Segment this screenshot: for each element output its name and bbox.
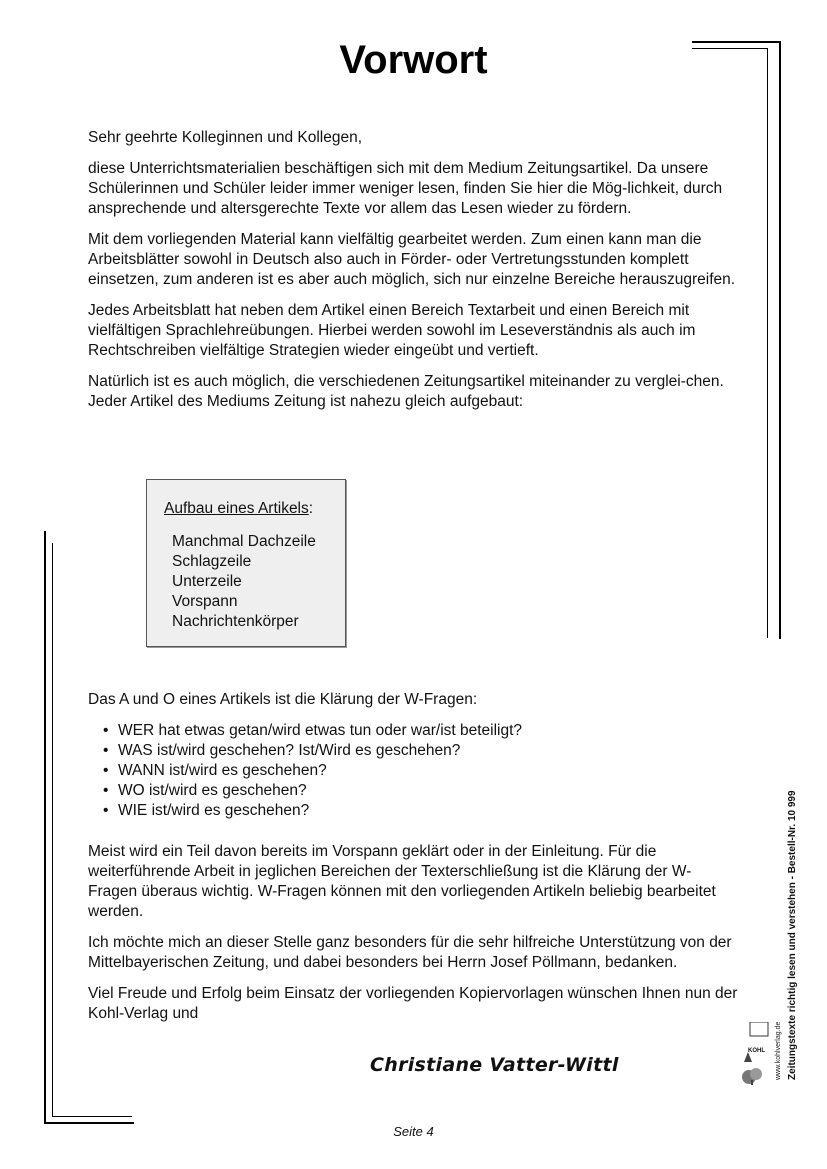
publisher-logo (740, 1022, 770, 1086)
frame-line-left-inner (52, 543, 53, 1117)
box-title-colon: : (308, 500, 314, 517)
paragraph-5: Meist wird ein Teil davon bereits im Vorspann geklärt oder in der Einleitung. Für die weiterführende Arbeit in jeglichen Bereichen der Texterschließung ist die Klärung der W-Fragen überaus wichtig. W-Fragen können mit den vorliegenden Artikeln beliebig bearbeitet werden. (88, 843, 716, 920)
side-order-text: Zeitungstexte richtig lesen und verstehen - Bestell-Nr. 10 999 (787, 790, 798, 1080)
tree-logo-icon (740, 1022, 770, 1086)
frame-line-bottom-inner (52, 1116, 132, 1117)
wfragen-item: • WANN ist/wird es geschehen? (118, 761, 738, 781)
frame-line-right-inner (767, 48, 768, 638)
frame-line-right-outer (779, 41, 781, 639)
box-title (164, 500, 313, 518)
intro-section (88, 128, 738, 423)
wfragen-item: • WER hat etwas getan/wird etwas tun oder war/ist beteiligt? (118, 721, 738, 741)
closing-section (88, 842, 738, 1035)
article-structure-box (146, 479, 346, 647)
paragraph-4: Natürlich ist es auch möglich, die verschiedenen Zeitungsartikel miteinander zu verglei-chen. Jeder Artikel des Mediums Zeitung ist nahezu gleich aufgebaut: (88, 373, 724, 410)
wfragen-item: • WIE ist/wird es geschehen? (118, 801, 738, 821)
paragraph-2: Mit dem vorliegenden Material kann vielfältig gearbeitet werden. Zum einen kann man die Arbeitsblätter sowohl in Deutsch also auch in Förder- oder Vertretungsstunden komplett einsetzen, zum anderen ist es aber auch möglich, sich nur einzelne Bereiche herauszugreifen. (88, 231, 736, 288)
wfragen-item: • WO ist/wird es geschehen? (118, 781, 738, 801)
box-item: Manchmal Dachzeile (172, 533, 316, 550)
box-title-text: Aufbau eines Artikels (164, 500, 309, 517)
paragraph-6: Ich möchte mich an dieser Stelle ganz besonders für die sehr hilfreiche Unterstützung von der Mittelbayerischen Zeitung, und dabei besonders bei Herrn Josef Pöllmann, bedanken. (88, 934, 732, 971)
logo-text: KOHL (748, 1048, 765, 1054)
box-item: Unterzeile (172, 573, 242, 590)
box-item: Schlagzeile (172, 553, 252, 570)
wfragen-item: • WAS ist/wird geschehen? Ist/Wird es geschehen? (118, 741, 738, 761)
publisher-url: www.kohlverlag.de (775, 1021, 782, 1080)
greeting: Sehr geehrte Kolleginnen und Kollegen, (88, 129, 363, 146)
wfragen-list (88, 721, 738, 821)
wfragen-intro: Das A und O eines Artikels ist die Klärung der W-Fragen: (88, 691, 478, 708)
paragraph-3: Jedes Arbeitsblatt hat neben dem Artikel einen Bereich Textarbeit und einen Bereich mit vielfältigen Sprachlehreübungen. Hierbei werden sowohl im Leseverständnis als auch im Rechtschreiben vielfältige Strategien wieder eingeübt und vertieft. (88, 302, 696, 359)
frame-line-left-outer (44, 531, 46, 1124)
page-title: Vorwort (339, 38, 488, 82)
paragraph-7: Viel Freude und Erfolg beim Einsatz der vorliegenden Kopiervorlagen wünschen Ihnen nun der Kohl-Verlag und (88, 985, 738, 1022)
page-number: Seite 4 (393, 1124, 434, 1139)
box-item: Nachrichtenkörper (172, 613, 299, 630)
signature: Christiane Vatter-Wittl (370, 1054, 619, 1076)
box-item: Vorspann (172, 593, 238, 610)
wfragen-section (88, 690, 738, 832)
paragraph-1: diese Unterrichtsmaterialien beschäftigen sich mit dem Medium Zeitungsartikel. Da unsere Schülerinnen und Schüler leider immer weniger lesen, finden Sie hier die Mög-lichkeit, durch ansprechende und altersgerechte Texte vor allem das Lesen wieder zu fördern. (88, 160, 723, 217)
box-item-list (172, 532, 316, 632)
